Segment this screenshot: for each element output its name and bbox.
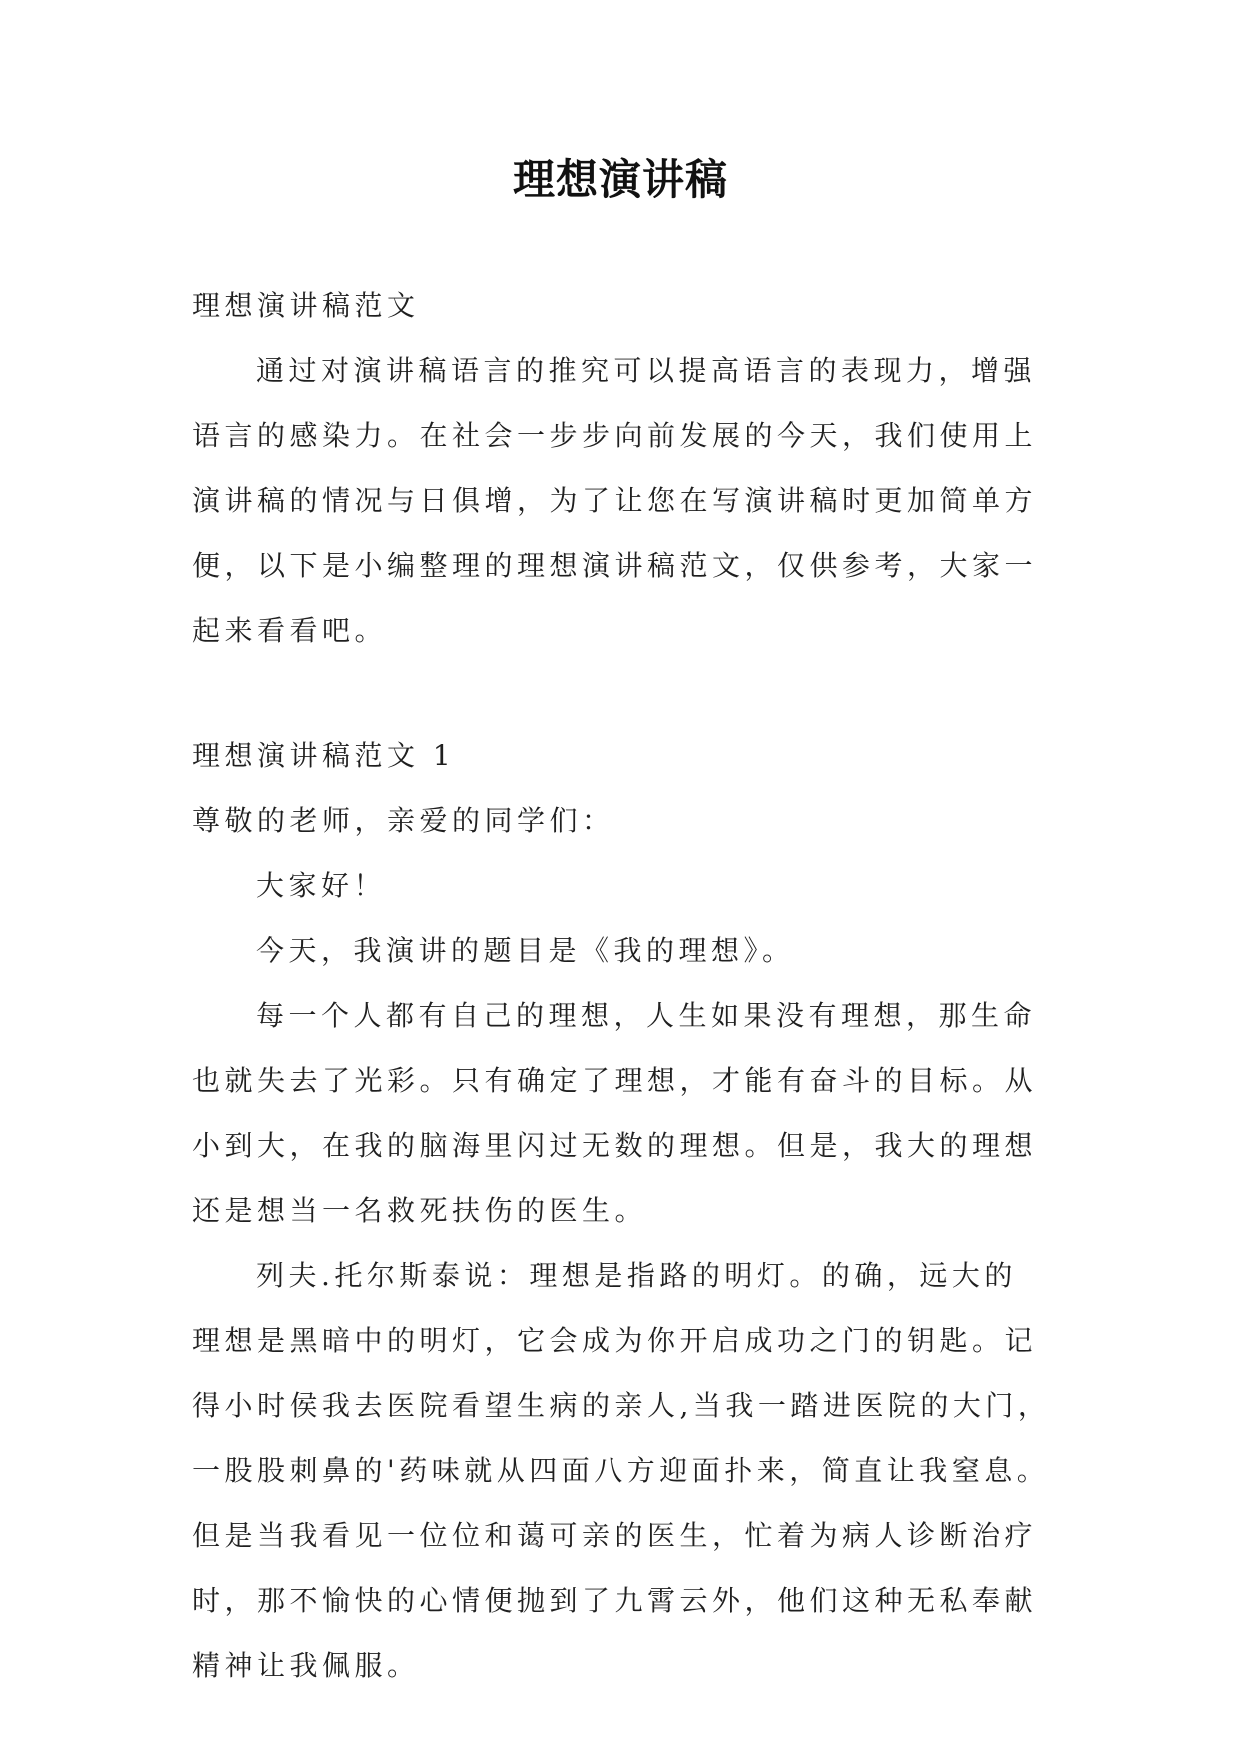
paragraph-line: 精神让我佩服。 (192, 1649, 420, 1682)
paragraph-line: 一股股刺鼻的'药味就从四面八方迎面扑来，简直让我窒息。 (192, 1454, 1050, 1487)
speech-paragraph-2 (192, 1256, 1062, 1685)
paragraph-line: 理想是黑暗中的明灯，它会成为你开启成功之门的钥匙。记 (192, 1324, 1038, 1357)
paragraph-line: 通过对演讲稿语言的推究可以提高语言的表现力，增强 (256, 354, 1037, 387)
paragraph-line: 便，以下是小编整理的理想演讲稿范文，仅供参考，大家一 (192, 549, 1038, 582)
salutation: 尊敬的老师，亲爱的同学们： (192, 804, 615, 837)
section-heading: 理想演讲稿范文 1 (192, 739, 456, 772)
paragraph-line: 每一个人都有自己的理想，人生如果没有理想，那生命 (256, 999, 1037, 1032)
greeting: 大家好！ (256, 869, 387, 902)
document-title: 理想演讲稿 (512, 155, 728, 204)
intro-paragraph (192, 351, 1062, 650)
paragraph-line: 但是当我看见一位位和蔼可亲的医生，忙着为病人诊断治疗 (192, 1519, 1038, 1552)
paragraph-line: 得小时侯我去医院看望生病的亲人,当我一踏进医院的大门， (192, 1389, 1051, 1422)
paragraph-line: 列夫.托尔斯泰说：理想是指路的明灯。的确，远大的 (256, 1259, 1017, 1292)
paragraph-line: 小到大，在我的脑海里闪过无数的理想。但是，我大的理想 (192, 1129, 1038, 1162)
paragraph-line: 语言的感染力。在社会一步步向前发展的今天，我们使用上 (192, 419, 1038, 452)
speech-paragraph-1 (192, 996, 1062, 1230)
section-spacer (192, 676, 1062, 736)
paragraph-line: 还是想当一名救死扶伤的医生。 (192, 1194, 648, 1227)
paragraph-line: 起来看看吧。 (192, 614, 388, 647)
paragraph-line: 演讲稿的情况与日俱增，为了让您在写演讲稿时更加简单方 (192, 484, 1038, 517)
topic-line: 今天，我演讲的题目是《我的理想》。 (256, 934, 795, 967)
paragraph-line: 时，那不愉快的心情便抛到了九霄云外，他们这种无私奉献 (192, 1584, 1038, 1617)
document-body (192, 286, 1062, 1711)
paragraph-line: 也就失去了光彩。只有确定了理想，才能有奋斗的目标。从 (192, 1064, 1038, 1097)
intro-heading: 理想演讲稿范文 (192, 289, 420, 322)
